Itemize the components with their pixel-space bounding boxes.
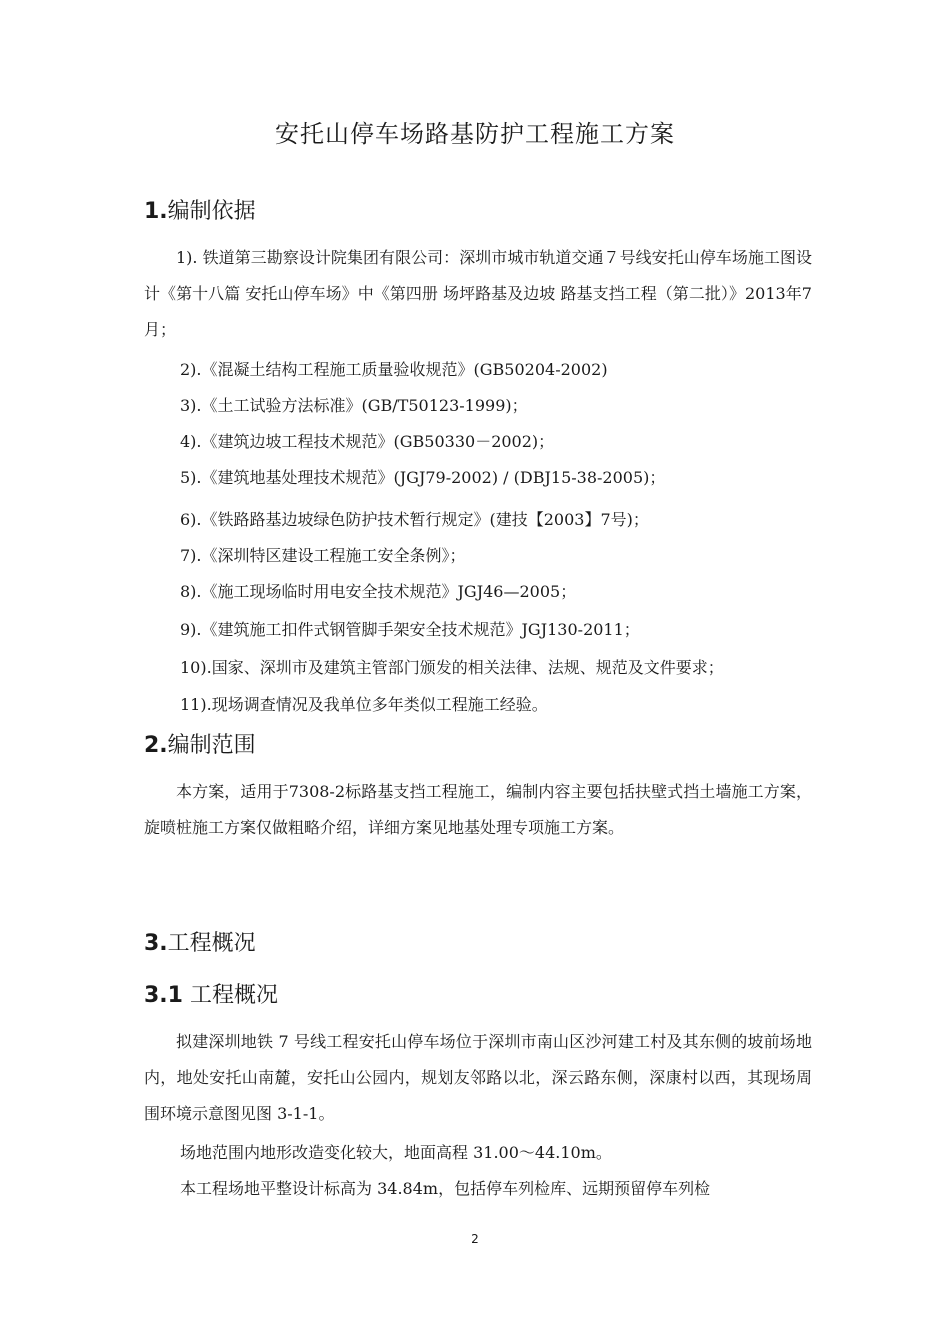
reference-item-7: 7).《深圳特区建设工程施工安全条例》； (180, 546, 466, 565)
section-number: 2. (144, 733, 168, 758)
reference-item-6: 6).《铁路路基边坡绿色防护技术暂行规定》(建技【2003】7号)； (180, 510, 649, 529)
section-3-1-heading (144, 980, 278, 1012)
reference-item-8: 8).《施工现场临时用电安全技术规范》JGJ46—2005； (180, 582, 577, 601)
scope-paragraph: 本方案，适用于7308-2标路基支挡工程施工，编制内容主要包括扶壁式挡土墙施工方案，旋喷桩施工方案仅做粗略介绍，详细方案见地基处理专项施工方案。 (144, 782, 812, 837)
page-number: 2 (471, 1232, 479, 1246)
section-number: 3.1 (144, 983, 183, 1008)
reference-item-5: 5).《建筑地基处理技术规范》(JGJ79-2002) / (DBJ15-38-2005)； (180, 468, 666, 487)
reference-item-2: 2).《混凝土结构工程施工质量验收规范》(GB50204-2002) (180, 360, 608, 379)
document-title: 安托山停车场路基防护工程施工方案 (275, 120, 675, 148)
reference-item-4: 4).《建筑边坡工程技术规范》(GB50330－2002)； (180, 432, 555, 451)
section-3-heading (144, 928, 256, 960)
section-title: 工程概况 (167, 931, 256, 956)
section-number: 3. (144, 931, 168, 956)
reference-item-11: 11).现场调查情况及我单位多年类似工程施工经验。 (180, 695, 548, 714)
overview-paragraph-3: 本工程场地平整设计标高为 34.84m，包括停车列检库、远期预留停车列检 (180, 1179, 711, 1198)
reference-item-10: 10).国家、深圳市及建筑主管部门颁发的相关法律、法规、规范及文件要求； (180, 658, 724, 677)
section-2-heading (144, 730, 256, 762)
section-number: 1. (144, 199, 168, 224)
overview-paragraph-1: 拟建深圳地铁 7 号线工程安托山停车场位于深圳市南山区沙河建工村及其东侧的坡前场地内，地处安托山南麓，安托山公园内，规划友邻路以北，深云路东侧，深康村以西，其现场周围环境示意图见图 3-1-1。 (144, 1032, 812, 1123)
section-title: 工程概况 (189, 983, 278, 1008)
reference-item-9: 9).《建筑施工扣件式钢管脚手架安全技术规范》JGJ130-2011； (180, 620, 640, 639)
section-title: 编制范围 (167, 733, 256, 758)
reference-item-1: 1). 铁道第三勘察设计院集团有限公司：深圳市城市轨道交通７号线安托山停车场施工图设计《第十八篇 安托山停车场》中《第四册 场坪路基及边坡 路基支挡工程（第二批）》2013年7月； (144, 248, 812, 339)
overview-paragraph-2: 场地范围内地形改造变化较大，地面高程 31.00～44.10m。 (180, 1143, 612, 1162)
section-title: 编制依据 (167, 199, 256, 224)
reference-item-3: 3).《土工试验方法标准》(GB/T50123-1999)； (180, 396, 528, 415)
section-1-heading (144, 196, 256, 228)
